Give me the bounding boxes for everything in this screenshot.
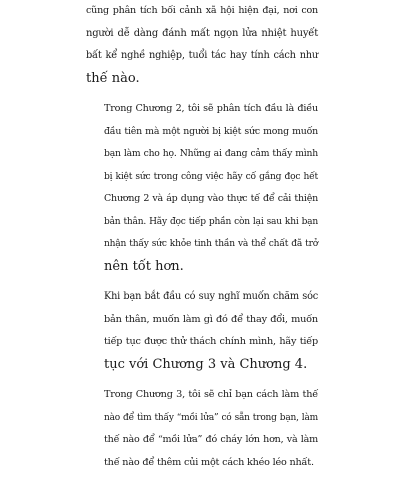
text-line: nên tốt hơn. [104, 258, 184, 274]
text-line: bất kể nghề nghiệp, tuổi tác hay tính cách như [86, 50, 318, 61]
text-line: nào để tìm thấy “mồi lửa” có sẵn trong bạn, làm [104, 412, 318, 423]
body-text [86, 0, 318, 482]
text-line: tiếp tục được thử thách chính mình, hãy tiếp [104, 336, 318, 347]
text-line: tục với Chương 3 và Chương 4. [104, 356, 308, 372]
text-line: Chương 2 và áp dụng vào thực tế để cải thiện [104, 193, 318, 204]
text-line: cũng phân tích bối cảnh xã hội hiện đại, nơi con [86, 5, 318, 16]
text-line: thế nào để “mồi lửa” đó cháy lớn hơn, và làm [104, 434, 318, 445]
text-line: nhận thấy sức khỏe tinh thần và thể chất đã trở [104, 239, 318, 249]
text-line: thế nào để thêm củi một cách khéo léo nhất. [104, 456, 314, 468]
paragraph-2 [86, 98, 318, 278]
text-line: bị kiệt sức trong công việc hãy cố gắng đọc hết [104, 171, 318, 182]
text-line: Trong Chương 2, tôi sẽ phân tích đầu là điều [104, 103, 318, 114]
text-line: bạn làm cho họ. Những ai đang cảm thấy mình [104, 148, 318, 159]
paragraph-1 [86, 0, 318, 90]
text-line: thế nào. [86, 70, 140, 86]
text-line: Trong Chương 3, tôi sẽ chỉ bạn cách làm thế [104, 389, 318, 400]
text-line: người dễ dàng đánh mất ngọn lửa nhiệt huyết [86, 27, 318, 39]
text-line: Khi bạn bắt đầu có suy nghĩ muốn chăm sóc [104, 291, 318, 302]
text-line: bản thân. Hãy đọc tiếp phần còn lại sau khi bạn [104, 216, 318, 227]
text-line: bản thân, muốn làm gì đó để thay đổi, muốn [104, 313, 318, 325]
paragraph-4 [86, 384, 318, 474]
paragraph-3 [86, 286, 318, 376]
text-line: đầu tiên mà một người bị kiệt sức mong muốn [104, 125, 318, 137]
